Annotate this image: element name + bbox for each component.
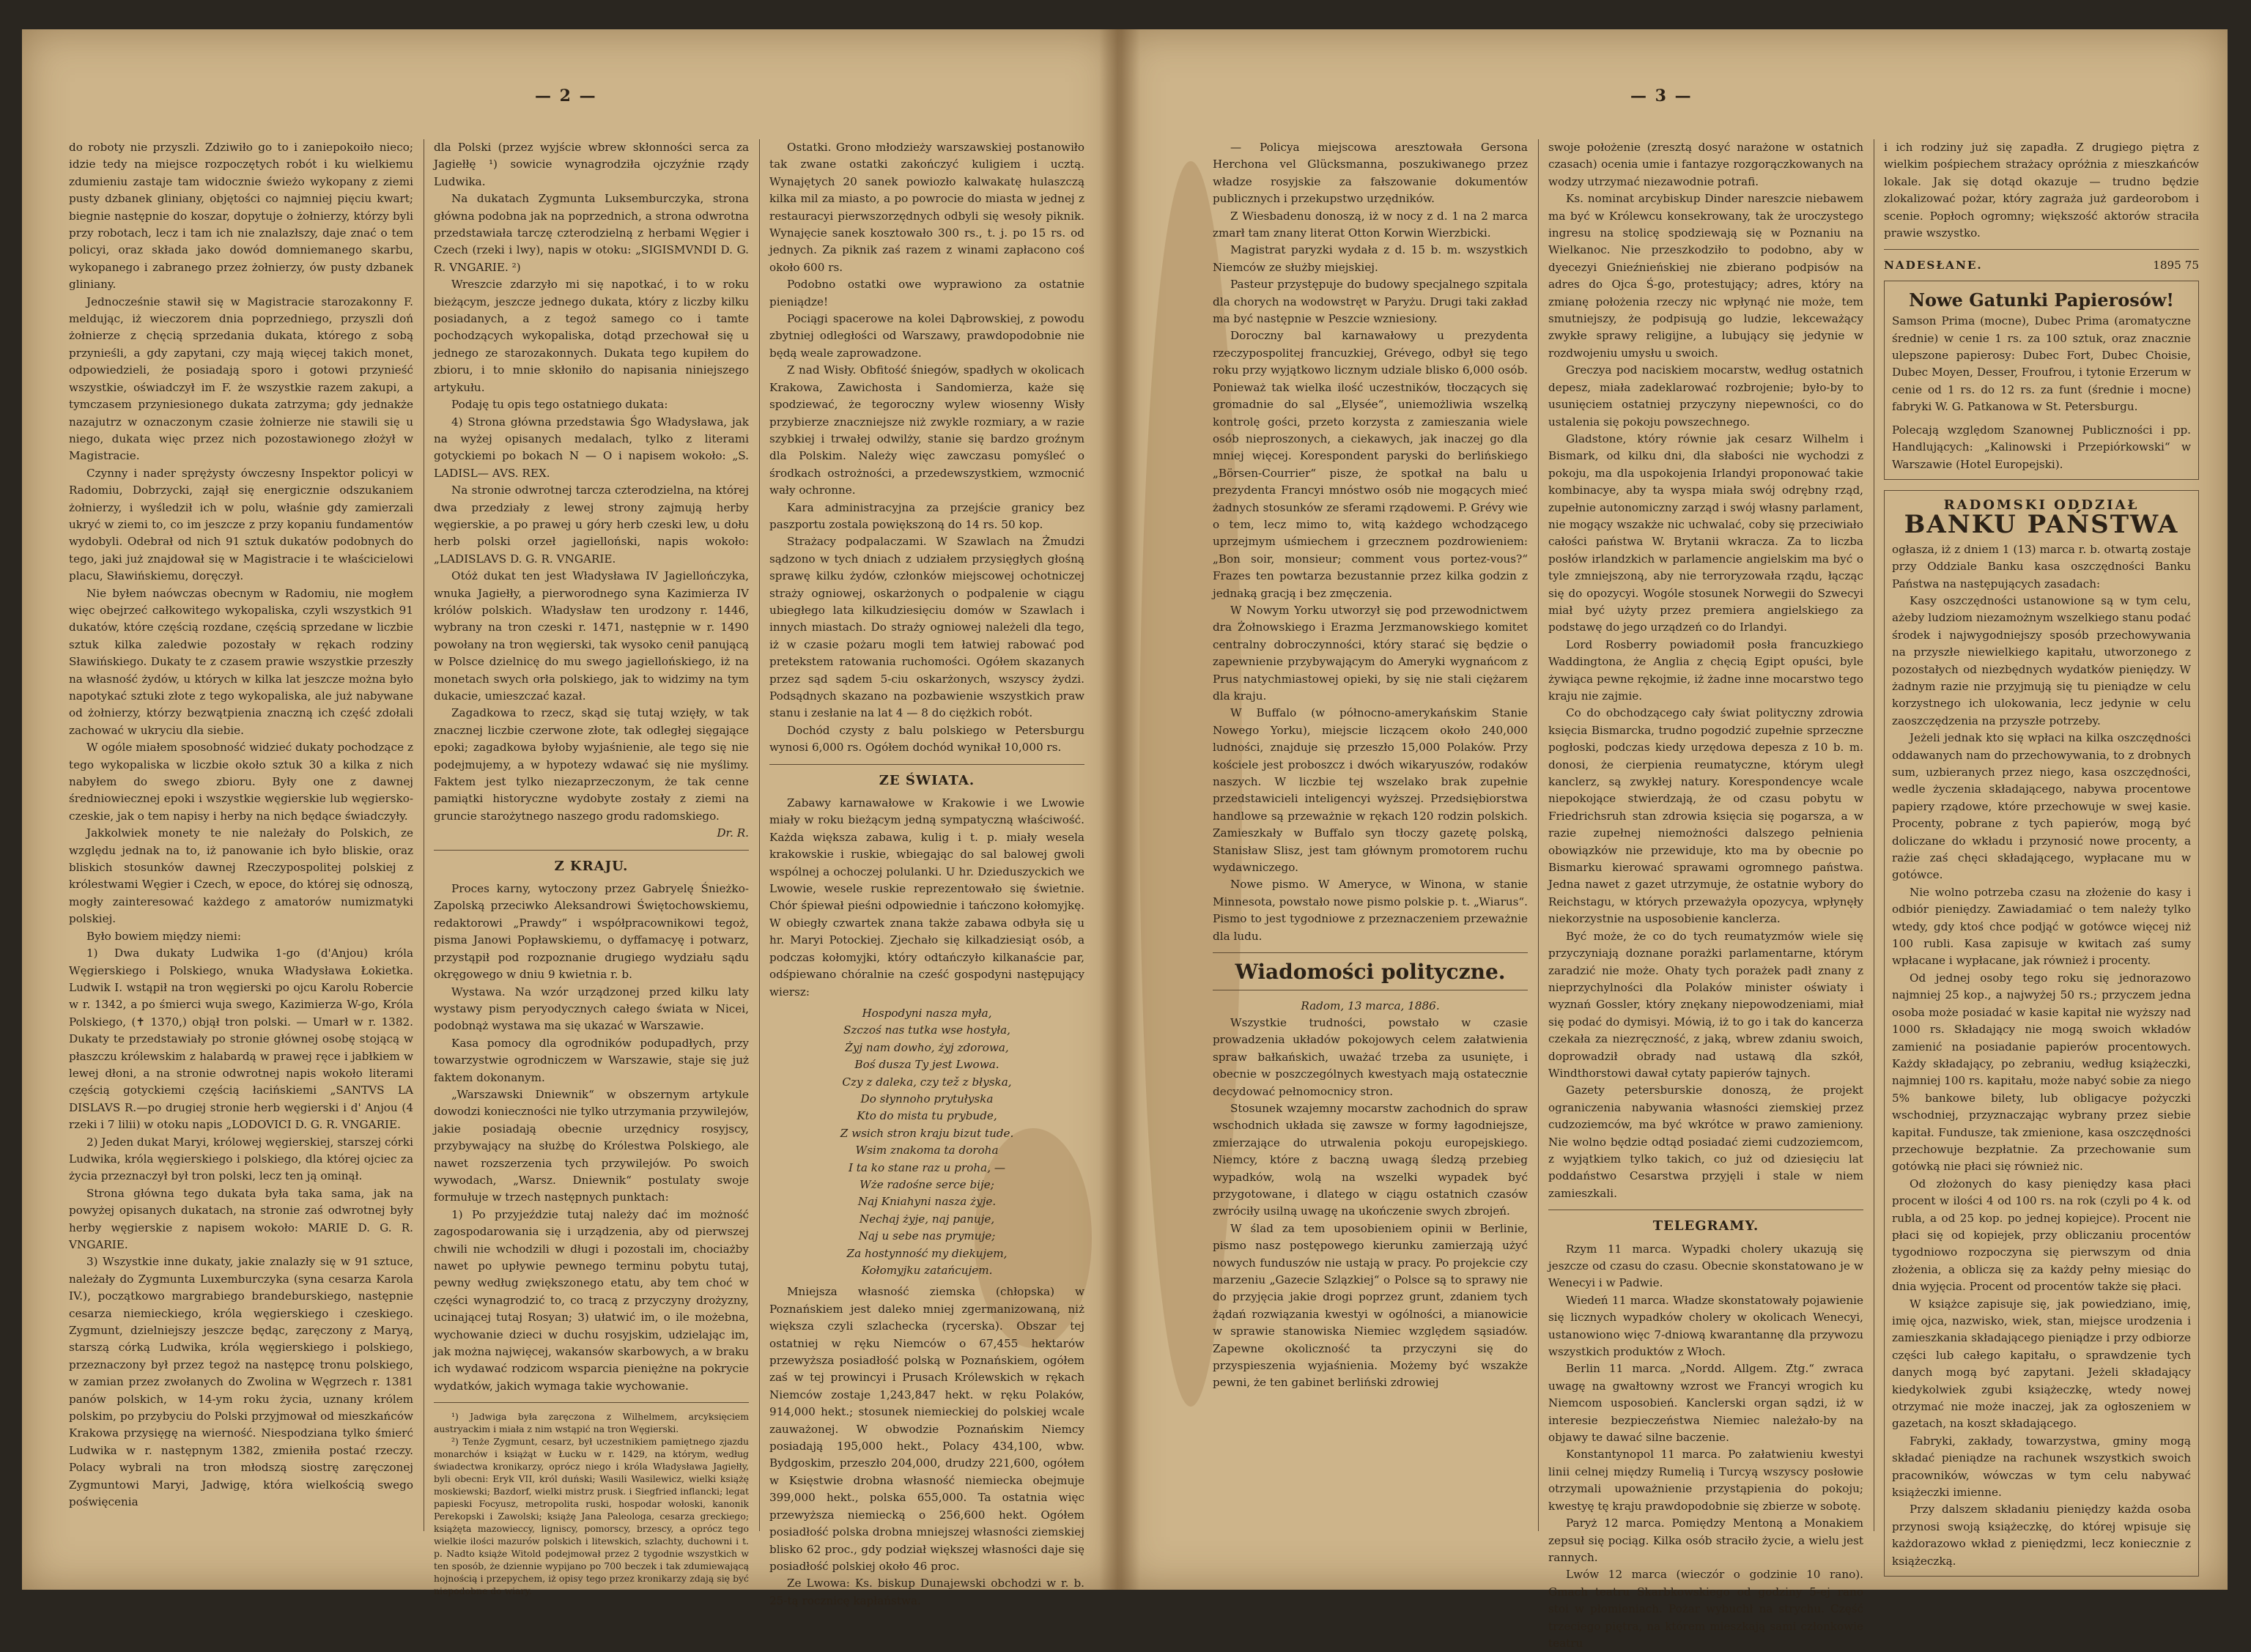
poem-line: Za hostynność my diekujem, [846,1246,1008,1260]
author-signature: Dr. R. [717,826,749,840]
paragraph: Podaję tu opis tego ostatniego dukata: [451,398,668,412]
bank-pre-title: RADOMSKI ODDZIAŁ [1943,497,2140,513]
paragraph: dla Polski (przez wyjście wbrew skłonności serca za Jagiełłę ¹) sowicie wynagrodziła ojczyźnie rządy Ludwika. [434,141,749,188]
paragraph: Wystawa. Na wzór urządzonej przed kilku laty wystawy pism peryodycznych całego świata w Nicei, podobnąż wystawa ma się ukazać w Warszawie. [434,985,749,1033]
paragraph: Wszystkie trudności, powstało w czasie prowadzenia układów pokojowych celem załatwienia spraw bałkańskich, uważać trzeba za usunięte, i obecnie w poszczególnych kwestyach mają ostatecznie decydować pełnomocnicy stron. [1213,1015,1528,1098]
paragraph: Pasteur przystępuje do budowy specjalnego szpitala dla chorych na wodowstręt w Paryżu. Drugi taki zakład ma być następnie w Peszcie wzniesiony. [1213,278,1528,326]
paragraph: — Policya miejscowa aresztowała Gersona Herchona vel Glücksmanna, poszukiwanego przez władze rosyjskie za fałszowanie dokumentów publicznych i przekupstwo urzędników. [1213,141,1528,206]
paragraph: swoje położenie (zresztą dosyć narażone w ostatnich czasach) ocenia umie i fantazye rozgorączkowanych na wodzy utrzymać niezawodnie potrafi. [1548,141,1863,188]
paragraph: Doroczny bal karnawałowy u prezydenta rzeczypospolitej francuzkiej, Grévego, odbył się tego roku przy wyjątkowo licznym udziale blisko 6,000 osób. Ponieważ tak wielka ilość uczestników, tłoczących się gromadnie do sal „Elysée“, uniemożliwia wszelką kontrolę gości, przeto korzysta z zamieszania wiele osób nieproszonych, a ciekawych, jak inaczej go dla mniej więcej. Korespondent paryski do berlińskiego „Börsen-Courrier“ pisze, że spotkał na balu u prezydenta Francyi mnóstwo osób nie mogących mieć żadnych stosunków ze sferami rządowemi. P. Grévy wie o tem, lecz mimo to, witą każdego wchodzącego uprzejmym uśmiechem i grzecznem pozdrowieniem: „Bon soir, monsieur; comment vous portez-vous?“ Frazes ten powtarza bezustannie przez kilka godzin z jednaką gracją i bez zmęczenia. [1213,329,1528,600]
paragraph: W książce zapisuje się, jak powiedziano, imię, imię ojca, nazwisko, wiek, stan, miejsce urodzenia i zamieszkania składającego pieniądze i przy odbiorze części lub całego kapitału, o sprawdzenie tych danych mogą być zapytani. Jeżeli składający kiedykolwiek zgubi książeczkę, wtedy nowej otrzymać nie może inaczej, jak za ogłoszeniem w gazetach, na koszt składającego. [1892,1297,2191,1431]
section-heading-politics: Wiadomości polityczne. [1235,960,1506,985]
paragraph: Zabawy karnawałowe w Krakowie i we Lwowie miały w roku bieżącym jedną sympatyczną właściwość. Każda większa zabawa, kulig i t. p. miały wesela krakowskie i ruskie, wbiegając do sal balowej gwoli wspólnej a ochoczej polulanki. U hr. Dzieduszyckich we Lwowie, wesele ruskie reprezentowało się świetnie. Chór śpiewał pieśni odpowiednie i tańczono kołomyjkę. W obiegły czwartek znana także zabawa odbyła się u hr. Maryi Potockiej. Zjechało się kilkadziesiąt osób, a podczas kołomyjki, który odtańczyło kilkanaście par, odśpiewano chóralnie na cześć gospodyni następujący wiersz: [769,796,1084,999]
paragraph: 1) Dwa dukaty Ludwika 1-go (d'Anjou) króla Węgierskiego i Polskiego, wnuka Władysława Łokietka. Ludwik I. wstąpił na tron węgierski po ojcu Karolu Robercie w r. 1342, a po śmierci wuja swego, Kazimierza W-go, Króla Polskiego, (✝ 1370,) objął tron polski. — Umarł w r. 1382. Dukaty te przedstawiały po stronie głównej osobę stojącą w płaszczu królewskim z halabardą w prawej ręce i jabłkiem w lewej dłoni, a na stronie odwrotnej napis wokoło literami częścią gotyckiemi częścią łacińskiemi „SANTVS LA DISLAVS R.—po drugiej stronie herb węgierski i d' Anjou (4 rzeki i 7 lilii) w otoku napis „LODOVICI D. G. R. VNGARIE. [69,947,413,1132]
column-rule [759,139,760,1531]
advert-title: Nowe Gatunki Papierosów! [1909,289,2174,311]
paragraph: Ostatki. Grono młodzieży warszawskiej postanowiło tak zwane ostatki zakończyć kuligiem i ucztą. Wynajętych 20 sanek powiozło kalwakatę hulaszczą kilka mil za miasto, a po powrocie do miasta w jednej z restauracyi pierwszorzędnych odbyli się wesoły piknik. Wynajęcie sanek kosztowało 300 rs., t. j. po 15 rs. od jednych. Za piknik zaś razem z winami zapłacono coś około 600 rs. [769,141,1084,274]
paragraph: Dochód czysty z balu polskiego w Petersburgu wynosi 6,000 rs. Ogółem dochód wynikał 10,000 rs. [769,723,1084,755]
telegram: Wiedeń 11 marca. Władze skonstatowały pojawienie się licznych wypadków cholery w okolicach Wenecyi, ustanowiono więc 7-dniową kwarantannę dla przywozu wszystkich produktów z Włoch. [1548,1293,1863,1359]
left-col-2 [434,139,749,1597]
paragraph: Od jednej osoby tego roku się jednorazowo najmniej 25 kop., a najwyżej 50 rs.; przyczem jedna osoba może posiadać w kasie kapitał nie wyższy nad 1000 rs. Składający nie mogą swoich wkładów zamienić na posiadanie papierów procentowych. Każdy składający, po zebraniu, według książeczki, najmniej 100 rs. kapitału, może nabyć sobie za niego 5% bankowe bilety, lub obligacye pożyczki wschodniej, przyznaczając wybrany przez siebie kapitał. Fundusze, tak zmienione, kasa oszczędności przechowuje bezpłatnie. Za przechowanie sum gotówką nie płaci się również nic. [1892,971,2191,1174]
nadeslane-header [1884,257,2199,274]
paragraph: Wreszcie zdarzyło mi się napotkać, i to w roku bieżącym, jeszcze jednego dukata, który z liczby kilku posiadanych, a z tegoż samego co i tamte pochodzących wykopaliska, dotąd przechował się u jednego ze starozakonnych. Dukata tego kupiłem do zbioru, i to mnie skłoniło do napisania niniejszego artykułu. [434,278,749,394]
telegram: Rzym 11 marca. Wypadki cholery ukazują się jeszcze od czasu do czasu. Obecnie skonstatowano je w Wenecyi i w Padwie. [1548,1242,1863,1290]
paragraph: Jeżeli jednak kto się wpłaci na kilka oszczędności oddawanych nam do przechowywania, to z drobnych sum, uzbieranych przez niego, kasa oszczędności, wedle życzenia składającego, nabywa procentowe papiery rządowe, które przechowuje w swej kasie. Procenty, pobrane z tych papierów, mogą być doliczane do wkładu i przynosić nowe procenty, a rażie zaś chęci składającego, wypłacane mu w gotówce. [1892,731,2191,882]
poem-line: I ta ko stane raz u proha, — [848,1160,1006,1174]
right-col-2 [1548,139,1863,1650]
paragraph: W Buffalo (w północno-amerykańskim Stanie Nowego Yorku), miejscie liczącem około 240,000 ludności, znajduje się przeszło 15,000 Polaków. Przy kościele jest proboszcz i dwóch wikaryuszów, rodaków naszych. W liczbie tej wszelako brak zupełnie przedstawicieli inteligencyi wyższej. Przedsiębiorstwa handlowe są przeważnie w rękach 120 rodzin polskich. Zamieszkały w Buffalo syn tłoczy gazetę polską, Stanisław Slisz, jest tam głównym promotorem ruchu wydawniczego. [1213,706,1528,875]
poem [769,1005,1084,1280]
nadeslane-label: NADESŁANE. [1884,259,1983,273]
poem-line: Naj u sebe nas prymuje; [858,1229,996,1243]
footnote: ²) Tenże Zygmunt, cesarz, był uczestnikiem pamiętnego zjazdu monarchów i książąt w Łucku w r. 1429, na którym, według świadectwa kronikarzy, oprócz niego i króla Władysława Jagiełły, byli obecni: Eryk VII, król duński; Wasili Wasilewicz, wielki książę moskiewski; Bazdorf, wielki mistrz prusk. i Siegfried inflancki; legat papieski Focyusz, metropolita ruski, hospodar wołoski, kanonik Perekopski i Zawolski; książę Jana Paleologa, cesarza greckiego; książęta mazowieccy, ligniscy, pomorscy, brzescy, a oprócz tego wielkie ilości mazurów polskich i litewskich, szlachty, duchowni i t. p. Nadto książe Witold podejmował przez 2 tygodnie wszystkich w ten sposób, że dziennie wypijano po 700 beczek i tak zdumiewającą hojnością i przepychem, iż opisy tego przez kronikarzy zdają się być niepodobne do wiary. [434,1436,749,1597]
divider [434,1402,749,1403]
dateline: Radom, 13 marca, 1886. [1301,999,1440,1012]
left-page [22,29,1117,1607]
column-rule [1538,139,1539,1531]
paragraph: 1) Po przyjeździe tutaj należy dać im możność zagospodarowania się i urządzenia, aby od pierwszej chwili nie wchodzili w długi i pozostali im, chociażby nawet po upływie pewnego terminu pobytu tutaj, pewny według zwiększonego etatu, aby tem choć w części wynagrodzić to, co tracą z przyczyny drożyzny, ucinającej tutaj Rosyan; 3) ułatwić im, o ile możebna, wychowanie dzieci w duchu rosyjskim, udzielając im, jak można najwięcej, wakansów skarbowych, a w braku ich wydawać rodzicom wsparcia pieniężne na pokrycie wydatków, jakich wymaga takie wychowanie. [434,1207,749,1393]
paragraph: Zagadkowa to rzecz, skąd się tutaj wzięły, w tak znacznej liczbie czerwone złote, tak odległej sięgające epoki; zagadkowa byłoby wyjaśnienie, ale tego się nie podejmujemy, a w hypotezy wdawać się nie myślimy. Faktem jest tylko niezaprzeczonym, że tak cenne pamiątki historyczne wydobyte zostały z ziemi na gruncie starożytnego naszego grodu radomskiego. [434,706,749,823]
paragraph: Przy dalszem składaniu pieniędzy każda osoba przynosi swoją książeczkę, do której wpisuje się każdorazowo wkład z pieniędzmi, lecz koniecznie z książeczką. [1892,1503,2191,1568]
poem-line: Kto do mista tu prybude, [857,1109,997,1123]
footnote: ¹) Jadwiga była zaręczona z Wilhelmem, arcyksięciem austryackim i miała z nim wstąpić na tron Węgierski. [434,1411,749,1435]
divider [769,764,1084,765]
paragraph: 3) Wszystkie inne dukaty, jakie znalazły się w 91 sztuce, należały do Zygmunta Luxemburczyka (syna cesarza Karola IV.), początkowo margrabiego brandeburskiego, następnie cesarza niemieckiego, króla węgierskiego i czeskiego. Zygmunt, dzielniejszy jeszcze będąc, zaręczony z Maryą, starszą córką Ludwika, króla węgierskiego i polskiego, przeznaczony był przez tegoż na następcę tronu polskiego, w zamian przez zwołanych do Zwolina w Węgrzech r. 1381 panów polskich, w 14-ym roku życia, uznany królem polskim, po przybyciu do Polski przyjmował od mieszkańców Krakowa przysięgę na wierność. Niespodziana tylko śmierć Ludwika w r. następnym 1382, zmieniła postać rzeczy. Polacy wybrali na tron młodszą siostrę zaręczonej Zygmuntowi Maryi, Jadwigę, która wielkością swego poświęcenia [69,1255,413,1509]
paragraph: Ze Lwowa: Ks. biskup Dunajewski obchodzi w r. b. 25-tą rocznicę kapłaństwa. [769,1577,1084,1607]
paragraph: Co do obchodzącego cały świat polityczny zdrowia księcia Bismarcka, trudno pogodzić zupełnie sprzeczne pogłoski, podczas kiedy urzędowa depesza z 10 b. m. donosi, że cierpienia reumatyczne, którym uległ kanclerz, są zwykłej natury. Korespondencye wcale niepokojące stwierdzają, że od czasu pobytu w Friedrichsruh stan zdrowia księcia się pogarsza, a w razie zupełnej niemożności dalszego pełnienia obowiązków nie przewiduje, kto ma by obecnie po Bismarku kierować sprawami ogromnego państwa. Jedna nawet z gazet utrzymuje, że ostatnie wybory do Reichstagu, w których przeważyła opozycya, wpłynęły niekorzystnie na usposobienie kanclerza. [1548,706,1863,926]
paragraph: Stosunek wzajemny mocarstw zachodnich do spraw wschodnich układa się zawsze w formy łagodniejsze, zmierzające do utrwalenia pokoju europejskiego. Niemcy, które z baczną uwagą śledzą przebieg wypadków, wolą na wszelki wypadek być przygotowane, i dlatego w ciągu ostatnich czasów zwróciły usilną uwagę na ukończenie swych zbrojeń. [1213,1101,1528,1218]
divider [1884,249,2199,250]
section-heading-telegrams: TELEGRAMY. [1652,1218,1759,1234]
paragraph: Kasy oszczędności ustanowione są w tym celu, ażeby ludziom niezamożnym wszelkiego stanu podać środek i najwygodniejszy sposób przechowywania na przyszłe niewielkiego kapitału, utworzonego z pozostałych od niezbędnych wydatków pieniędzy. W żadnym razie nie przyjmują się tu pieniądze w celu korzystnego ich ulokowania, lecz jedynie w celu zaoszczędzenia na przyszłe potrzeby. [1892,593,2191,727]
page-number: — 2 — [535,86,597,105]
cigarette-advert [1884,281,2199,480]
paragraph: Lord Rosberry powiadomił posła francuzkiego Waddingtona, że Anglia z chęcią Egipt opuści, byle żywiąca pewne rękojmie, iż żadne inne mocarstwo tego kraju nie zajmie. [1548,637,1863,703]
paragraph: i ich rodziny już się zapadła. Z drugiego piętra z wielkim pośpiechem strażacy opróżnia z mieszkańców lokale. Jak się dotąd okazuje — trudno będzie zlokalizować pożar, który zagraża już gardeorobom i scenie. Popłoch ogromny; większość aktorów straciła prawie wszystko. [1884,141,2199,240]
paragraph: W ślad za tem uposobieniem opinii w Berlinie, pismo nasz postępowego kierunku zamierzają użyć nowych funduszów nie ustają w pracy. Po projekcie czy marzeniu „Gazecie Szlązkiej“ o Polsce są to sprawy nie do przyjęcia jakie drogi poprzez grunt, zdaniem tych żądań rozwiązania kwestyi w ogólności, a mianowicie w sprawie stanowiska Niemiec względem sąsiadów. Zapewne okoliczność ta przyczyni się do przyspieszenia wyjaśnienia. Możemy być wszakże pewni, że ten gabinet berliński zdrowiej [1213,1221,1528,1390]
binding-gutter [1099,29,1140,1590]
paragraph: Na stronie odwrotnej tarcza czterodzielna, na której dwa przedziały z lewej strony zajmują herby węgierskie, a po prawej u góry herb czeski lew, u dołu herb polski orzeł jagielloński, napis wokoło: „LADISLAVS D. G. R. VNGARIE. [434,484,749,566]
page-number: — 3 — [1630,86,1693,105]
poem-line: Szczoś nas tutka wse hostyła, [843,1023,1011,1037]
paragraph: Kara administracyjna za przejście granicy bez paszportu zostala powiększoną do 14 rs. 50 kop. [769,500,1084,531]
paragraph: Pociągi spacerowe na kolei Dąbrowskiej, z powodu zbytniej odległości od Warszawy, prawdopodobnie nie będą weale zaprowadzone. [769,312,1084,360]
paragraph: Podobno ostatki owe wyprawiono za ostatnie pieniądze! [769,278,1084,308]
advert-body: Samson Prima (mocne), Dubec Prima (aromatyczne średnie) w cenie 1 rs. za 100 sztuk, oraz znacznie ulepszone papierosy: Dubec Fort, Dubec Choisie, Dubec Moyen, Desser, Froufrou, i tytonie Erzerum w cenie od 1 rs. do 12 rs. za funt (średnie i mocne) fabryki W. G. Patkanowa w St. Petersburgu. [1892,314,2191,414]
poem-line: Naj Kniahyni nasza żyje. [857,1195,997,1209]
paragraph: Magistrat paryzki wydała z d. 15 b. m. wszystkich Niemców ze służby miejskiej. [1213,243,1528,274]
nadeslane-ref: 1895 75 [2153,259,2199,273]
right-col-1 [1213,139,1528,1531]
bank-advert [1884,490,2199,1577]
poem-line: Boś dusza Ty jest Lwowa. [854,1058,999,1072]
section-heading-z-kraju: Z KRAJU. [554,858,629,874]
left-col-3 [769,139,1084,1607]
poem-line: Wsim znakoma ta doroha [855,1144,999,1157]
paragraph: „Warszawski Dniewnik“ w obszernym artykule dowodzi konieczności nie tylko utrzymania przywilejów, jakie posiadają obecnie urzędnicy rosyjscy, przybywający na służbę do Królestwa Polskiego, ale nawet rozszerzenia tych przywilejów. Po swoich wywodach, „Warsz. Dniewnik“ postulaty swoje formułuje w trzech następnych punktach: [434,1087,749,1204]
poem-line: Nechaj żyje, naj panuje, [859,1212,995,1226]
paragraph: Gazety petersburskie donoszą, że projekt ograniczenia nabywania własności ziemskiej przez cudzoziemców, ma być wkrótce w prawo zamieniony. Nie wolno będzie odtąd posiadać ziemi cudzoziemcom, z wyjątkiem tylko takich, co już od dziesięciu lat poddaństwo Cesarstwa przyjęli i stale w niem zamieszkali. [1548,1084,1863,1200]
paragraph: Greczya pod naciskiem mocarstw, według ostatnich depesz, miała zadeklarować rozbrojenie; było-by to usunięciem ostatniej przyczyny niepewności, co do ustalenia się pokoju powszechnego. [1548,363,1863,429]
paragraph: Być może, że co do tych reumatyzmów wiele się przyczyniają doznane porażki parlamentarne, którym zaradzić nie może. Ohaty tych porażek padł znany z nieprzychylności dla Polaków minister oświaty i wyznań Gossler, który znękany niepowodzeniami, miał się podać do dymisyi. Mówią, iż to go i tak do kancerza czekała za niezręczność, z jaką, wbrew zdaniu swoich, doprowadził obrady nad ustawą dla szkół, Windthorstowi dawał cytaty papierów tajnych. [1548,929,1863,1080]
advert-footer: Polecają względom Szanownej Publiczności i pp. Handlujących: „Kalinowski i Przepiórkowski“ w Warszawie (Hotel Europejski). [1892,423,2191,471]
paragraph: ogłasza, iż z dniem 1 (13) marca r. b. otwartą zostaje przy Oddziale Banku kasa oszczędności Banku Państwa na następujących zasadach: [1892,542,2191,590]
paragraph: Z nad Wisły. Obfitość śniegów, spadłych w okolicach Krakowa, Zawichosta i Sandomierza, każe się spodziewać, że tegoroczny wylew wiosenny Wisły przybierze znaczniejsze niż zwykle rozmiary, a w razie szybkiej i trwałej odwilży, stanie się bardzo groźnym dla Polskim. Należy więc zawczasu pomyśleć o środkach ostrożności, a przedewszystkiem, wzmocnić wały ochronne. [769,363,1084,497]
paragraph: Fabryki, zakłady, towarzystwa, gminy mogą składać pieniądze na rachunek wszystkich swoich pracowników, wówczas w tym celu nabywać książeczki imienne. [1892,1434,2191,1500]
bank-title: BANKU PAŃSTWA [1904,510,2179,540]
poem-line: Do słynnoho prytułyska [860,1092,994,1105]
paragraph: W ogóle miałem sposobność widzieć dukaty pochodzące z tego wykopaliska w liczbie około sztuk 30 a kilka z nich nabyłem do swego zbioru. Były one z dawnej średniowiecznej epoki i wszystkie węgierskie lub węgiersko-czeskie, jak o tem napisy i herby na nich będące świadczyły. [69,741,413,823]
paragraph: Od złożonych do kasy pieniędzy kasa płaci procent w ilości 4 od 100 rs. na rok (czyli po 4 k. od rubla, a od 25 kop. po jednej kopiejce). Procent nie płaci się od kopiejek, przy obliczaniu procentów tygodniowo rozpoczyna się pierwszym od dnia złożenia, a oblicza się za każdy pełny miesiąc do dnia wyjęcia. Procent od procentów także się płaci. [1892,1177,2191,1294]
paragraph: Jakkolwiek monety te nie należały do Polskich, ze względu jednak na to, iż panowanie ich było bliskie, oraz bliskich stosunków dawnej Rzeczypospolitej polskiej z królestwami Węgier i Czech, w epoce, do której się odnoszą, mogły zainteresować każdego z amatorów numizmatyki polskiej. [69,826,413,926]
telegram: Paryż 12 marca. Pomiędzy Mentoną a Monakiem zepsuł się pociąg. Kilka osób straciło życie, a wielu jest rannych. [1548,1516,1863,1564]
paragraph: Nie wolno potrzeba czasu na złożenie do kasy i odbiór pieniędzy. Zawiadamiać o tem należy tylko wtedy, gdy ktoś chce podjąć w gotówce więcej niż 100 rubli. Kasa zapisuje w kwitach zaś sumy wpłacane i wypłacane, jak również i procenty. [1892,885,2191,968]
paragraph: Z Wiesbadenu donoszą, iż w nocy z d. 1 na 2 marca zmarł tam znany literat Otton Korwin Wierzbicki. [1213,209,1528,240]
paragraph: do roboty nie przyszli. Zdziwiło go to i zaniepokoiło nieco; idzie tedy na miejsce rozpoczętych robót i ku wielkiemu zdumieniu zastaje tam widocznie świeżo wykopany z ziemi pusty dzbanek gliniany, objętości co najmniej pięciu kwart; biegnie następnie do koszar, dopytuje o żołnierzy, którzy byli przy robotach, lecz i tam ich nie znalazłszy, daje znać o tem policyi, oraz składa jako dowód domniemanego skarbu, wykopanego i zabranego przez żołnierzy, ów pusty dzbanek gliniany. [69,141,413,292]
poem-line: Hospodyni nasza myła, [862,1006,992,1020]
paragraph: Jednocześnie stawił się w Magistracie starozakonny F. meldując, iż wieczorem dnia poprzedniego, przyszli doń żołnierze z chęcią sprzedania dukata, którego z sobą przynieśli, a gdy zapytani, czy mają więcej takich monet, odpowiedzieli, że posiadają sporo i gotowi przynieść wszystkie, oświadczył im F. że wszystkie razem zakupi, a tymczasem przyniesionego dukata zatrzyma; gdy jednakże nazajutrz w oznaczonym czasie żołnierze nie stawili się u niego, dukata więc przez nich pozostawionego złożył w Magistracie. [69,295,413,463]
telegram: Lwów 12 marca (wieczór o godzinie 10 rano). Gmach teatru Skarbkowskiego od godziny 5-ej rano stoi w płomieniach. Pożar wybuchł na strychu. Część trzeciego piętra, na którem mieszkają sami członkowie teatru [1548,1568,1863,1650]
paragraph: Nowe pismo. W Ameryce, w Winona, w stanie Minnesota, powstało nowe pismo polskie p. t. „Wiarus“. Pismo to jest tygodniowe z przeznaczeniem przeważnie dla ludu. [1213,878,1528,943]
right-page [1117,29,2228,1650]
divider [1213,952,1528,953]
left-col-1 [69,139,413,1531]
paragraph: Strona główna tego dukata była taka sama, jak na powyżej opisanych dukatach, na stronie zaś odwrotnej były herby węgierskie z napisem wokoło: MARIE D. G. R. VNGARIE. [69,1186,413,1251]
divider [434,850,749,851]
paragraph: Nie byłem naówczas obecnym w Radomiu, nie mogłem więc obejrzeć całkowitego wykopaliska, czyli wszystkich 91 dukatów, które częścią rozdane, częścią sprzedane w liczbie sztuk kilka zaledwie pozostały w rękach rodziny Sławińskiego. Dukaty te z czasem prawie wszystkie przeszły na własność żydów, u których w kilka lat jeszcze można było napotykać sztuki złote z tego wykopaliska, ale już nabywane od żołnierzy, którzy bezwątpienia znaczną ich część zdołali zachować w ukryciu dla siebie. [69,586,413,737]
telegram: Berlin 11 marca. „Nordd. Allgem. Ztg.“ zwraca uwagę na gwałtowny wzrost we Francyi wrogich ku Niemcom usposobień. Kanclerski organ sądzi, iż w interesie bezpieczeństwa Niemiec należało-by na objawy te dawać silne baczenie. [1548,1362,1863,1445]
section-heading-ze-swiata: ZE ŚWIATA. [879,772,975,788]
paragraph: 2) Jeden dukat Maryi, królowej węgierskiej, starszej córki Ludwika, króla węgierskiego i polskiego, dla której ojciec za życia przeznaczył był tron polski, lecz ten ją ominął. [69,1135,413,1183]
right-col-3 [1884,139,2199,1568]
paragraph: Na dukatach Zygmunta Luksemburczyka, strona główna podobna jak na poprzednich, a strona odwrotna przedstawiała tarczę czterodzielną z herbami Węgier i Czech (rzeki i lwy), napis w otoku: „SIGISMVNDI D. G. R. VNGARIE. ²) [434,192,749,274]
paragraph: Czynny i nader sprężysty ówczesny Inspektor policyi w Radomiu, Dobrzycki, zajął się energicznie odszukaniem żołnierzy, i wyśledził ich w polu, właśnie gdy zamierzali ukryć w ziemi to, co im jeszcze z przy kopaniu fundamentów wydobyli. Odebrał od nich 91 sztuk dukatów podobnych do tego, jaki już znajdował się w Magistracie i te właścicielowi placu, Sławińskiemu, doręczył. [69,466,413,583]
paragraph: Kasa pomocy dla ogrodników podupadłych, przy towarzystwie ogrodniczem w Warszawie, staje się już faktem dokonanym. [434,1036,749,1084]
poem-line: Żyj nam dowho, żyj zdorowa, [845,1040,1009,1054]
paragraph: Strażacy podpalaczami. W Szawlach na Żmudzi sądzono w tych dniach z udziałem przysięgłych głośną sprawę kilku żydów, członków miejscowej ochotniczej straży ogniowej, oskarżonych o podpalenie w ciągu ubiegłego lata kilkudziesięciu domów w Szawlach i innych miastach. Do straży ogniowej należeli dla tego, iż w czasie pożaru mogli tem łatwiej rabować pod pretekstem ratowania ruchomości. Ogółem skazanych przez sąd sądem 5-ciu oskarżonych, wszyscy żydzi. Podsądnych skazano na pozbawienie wszystkich praw stanu i zesłanie na lat 4 — 8 do ciężkich robót. [769,535,1084,720]
telegram: Konstantynopol 11 marca. Po załatwieniu kwestyi linii celnej między Rumelią i Turcyą wszyscy posłowie otrzymali upoważnienie przystąpienia do pokoju; kwestyę tę kraju prawdopodobnie się zbierze w sobotę. [1548,1448,1863,1513]
paragraph: Gladstone, który równie jak cesarz Wilhelm i Bismark, od kilku dni, dla słabości nie wychodzi z pokoju, ma dla uspokojenia Irlandyi proponować takie kombinacye, aby ta wyspa miała swój odrębny rząd, zupełnie autonomiczny zarząd i swój własny parlament, nie mogący wszakże nic uchwalać, coby się przeciwiało całości państwa W. Brytanii wkracza. Za to liczba posłów irlandzkich w parlamencie angielskim ma być o tyle zmniejszoną, aby nie terroryzowała rządu, łącząc się do opozycyi. Wogóle stosunek Norwegii do Szwecyi miał być użyty przez premiera angielskiego za podstawę do jego urządzeń co do Irlandyi. [1548,431,1863,634]
poem-line: Wże radośne serce bije; [860,1177,994,1191]
paragraph: Mniejsza własność ziemska (chłopska) w Poznańskiem jest daleko mniej zgermanizowaną, niż większa czyli szlachecka (rycerska). Obszar tej ostatniej w ręku Niemców o 67,455 hektarów przewyższa posiadłość polską w Poznańskiem, ogółem zaś w tej prowincyi i Prusach Królewskich w rękach Niemców zostaje 1,243,847 hekt. w ręku Polaków, 914,000 hekt.; stosunek niemieckiej do polskiej wcale zauważonej. W obwodzie Poznańskim Niemcy posiadają 195,000 hekt., Polacy 434,100, wbw. Bydgoskim, przeszło 204,000, drudzy 221,600, ogółem w Księstwie drobna własność niemiecka obejmuje 399,000 hekt., polska 655,000. Ta ostatnia więc przewyższa niemiecką o 256,600 hekt. Ogółem posiadłość polska drobna mniejszej własności ziemskiej blisko 62 proc., gdy podział większej własności daje się posiadłość polskiej około 46 proc. [769,1285,1084,1573]
paragraph: Było bowiem między niemi: [86,929,241,943]
poem-line: Kołomyjku zatańcujem. [861,1264,993,1277]
paragraph: Ks. nominat arcybiskup Dinder nareszcie niebawem ma być w Królewcu konsekrowany, tak że uroczystego ingresu na stolicę spodziewają się w Poznaniu na Wielkanoc. Nie przeszkodziło to podobno, aby w dyecezyi Gnieźnieńskiej nie zbierano podpisów na adres do Ojca Ś-go, protestujący; adres, który na zmianę położenia rzeczy nic wpłynąć nie może, tem smutniejszy, że podpisują go ludzie, lekceważący zwykłe sprawy religijne, a lubujący się jedynie w rozdwojeniu umysłu u swoich. [1548,192,1863,360]
paragraph: W Nowym Yorku utworzył się pod przewodnictwem dra Żołnowskiego i Erazma Jerzmanowskiego komitet centralny dobroczynności, który starać się będzie o zapewnienie przybywającym do Ameryki wygnańcom z Prus natychmiastowej opieki, by się nie stali ciężarem dla kraju. [1213,603,1528,703]
bank-text [1892,541,2191,1570]
paragraph: 4) Strona główna przedstawia Śgo Władysława, jak na wyżej opisanych medalach, tylko z literami gotyckiemi po bokach N — O i napisem wokoło: „S. LADISL— AVS. REX. [434,415,749,480]
poem-line: Z wsich stron kraju bizut tude. [840,1126,1014,1140]
poem-line: Czy z daleka, czy tež z błyska, [842,1075,1012,1089]
paragraph: Proces karny, wytoczony przez Gabryelę Śnieżko-Zapolską przeciwko Aleksandrowi Świętochowskiemu, redaktorowi „Prawdy“ i współpracownikowi tegoż, pisma Janowi Popławskiemu, o dyffamacyę i potwarz, przystąpił pod rozpoznanie drugiego wydziału sądu okręgowego w dniu 9 kwietnia r. b. [434,882,749,982]
paragraph: Otóż dukat ten jest Władysława IV Jagiellończyka, wnuka Jagiełły, a pierworodnego syna Kazimierza IV królów polskich. Władysław ten urodzony r. 1446, wybrany na tron czeski r. 1471, następnie w r. 1490 powołany na tron węgierski, tak wysoko cenił panującą w Polsce dzielnicę do mu swego jagiellońskiego, iż na monetach swych orła polskiego, jak to widzimy na tym dukacie, umieszczać kazał. [434,569,749,703]
